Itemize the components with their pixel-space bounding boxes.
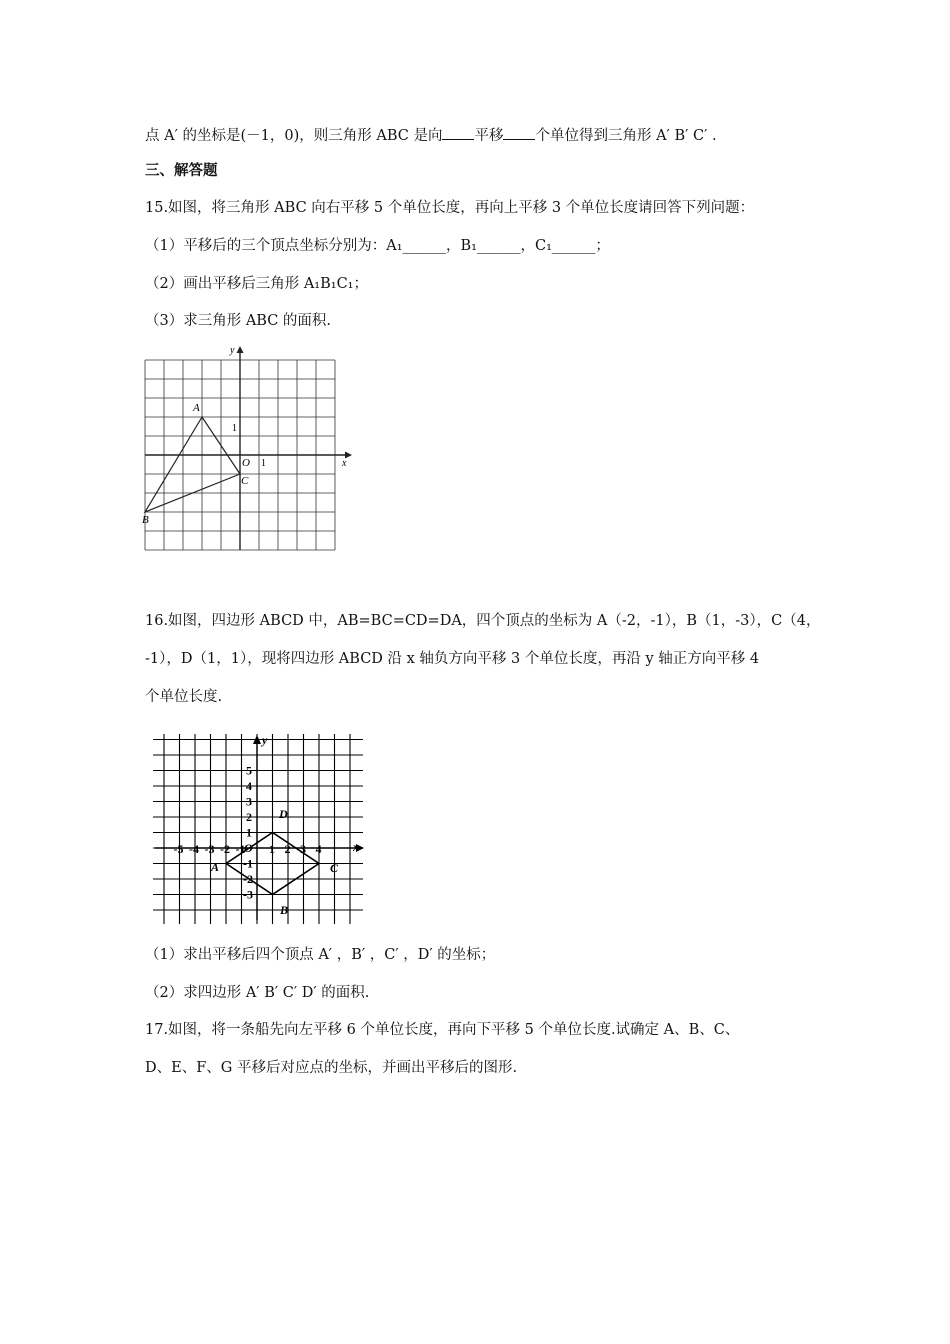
q17-line-2: D、E、F、G 平移后对应点的坐标，并画出平移后的图形. — [145, 1060, 518, 1076]
y-tick-label: 2 — [246, 810, 252, 824]
triangle-abc — [145, 417, 240, 512]
vertex-label-d: D — [279, 807, 288, 821]
q15-part1: （1）平移后的三个顶点坐标分别为：A₁______，B₁______，C₁______； — [145, 238, 610, 254]
q16-part2: （2）求四边形 A′ B′ C′ D′ 的面积. — [145, 985, 370, 1001]
y-tick-label: -3 — [243, 887, 253, 902]
y-unit-label: 1 — [232, 423, 237, 434]
y-tick-label: -2 — [243, 872, 253, 886]
q16-grid-chart — [150, 732, 375, 927]
answer-blank-direction[interactable] — [442, 125, 474, 140]
q16-figure — [150, 732, 375, 931]
q17-line-1: 17.如图，将一条船先向左平移 6 个单位长度，再向下平移 5 个单位长度.试确定 A、B、C、 — [145, 1022, 740, 1038]
answer-blank-units[interactable] — [503, 125, 535, 140]
section-title: 三、解答题 — [145, 163, 218, 179]
y-axis-label: y — [262, 733, 268, 747]
x-unit-label: 1 — [261, 458, 266, 469]
y-tick-label: 4 — [246, 779, 252, 793]
q14-text-3: 个单位得到三角形 A′ B′ C′ . — [535, 128, 717, 144]
q16-part1: （1）求出平移后四个顶点 A′ ，B′ ，C′ ，D′ 的坐标； — [145, 947, 496, 963]
vertex-label-a: A — [211, 860, 220, 874]
y-tick-label: -1 — [243, 856, 253, 871]
grid-lines — [153, 734, 363, 924]
vertex-label-b: B — [142, 514, 149, 526]
x-tick-label: -2 — [220, 842, 230, 856]
x-tick-label: 3 — [300, 842, 306, 856]
y-tick-label: 5 — [246, 763, 252, 778]
q15-grid-chart — [140, 343, 355, 558]
y-tick-label: 3 — [246, 794, 252, 809]
q15-stem: 15.如图，将三角形 ABC 向右平移 5 个单位长度，再向上平移 3 个单位长度请回答下列问题： — [145, 200, 755, 216]
q15-part3: （3）求三角形 ABC 的面积. — [145, 313, 332, 329]
q15-part2: （2）画出平移后三角形 A₁B₁C₁； — [145, 276, 368, 292]
origin-label: O — [244, 841, 253, 855]
q16-line-2: -1），D（1，1），现将四边形 ABCD 沿 x 轴负方向平移 3 个单位长度，再沿 y 轴正方向平移 4 — [145, 651, 760, 667]
x-tick-label: 1 — [269, 842, 275, 856]
x-tick-label: -5 — [173, 842, 184, 856]
q14-text-1: 点 A′ 的坐标是(－1，0)，则三角形 ABC 是向 — [145, 128, 443, 144]
x-axis-label: x — [353, 840, 359, 854]
q15-figure — [140, 343, 355, 562]
vertex-label-c: C — [241, 475, 249, 487]
x-axis-label: x — [342, 458, 347, 469]
vertex-label-a: A — [193, 402, 200, 414]
y-axis-arrow-icon — [237, 346, 244, 353]
x-tick-label: -3 — [204, 842, 215, 856]
vertex-label-b: B — [280, 903, 289, 917]
x-tick-label: -1 — [235, 842, 246, 856]
q16-line-3: 个单位长度. — [145, 689, 223, 705]
q16-line-1: 16.如图，四边形 ABCD 中，AB=BC=CD=DA，四个顶点的坐标为 A（-2，-1），B（1，-3），C（4， — [145, 613, 821, 629]
origin-label: O — [242, 457, 250, 469]
vertex-label-c: C — [330, 861, 339, 875]
y-axis-label: y — [230, 345, 235, 356]
q14-line — [145, 125, 717, 146]
x-tick-label: 2 — [284, 842, 291, 856]
x-tick-label: 4 — [315, 842, 322, 856]
x-tick-label: -4 — [189, 842, 199, 856]
q14-text-2: 平移 — [474, 128, 504, 144]
y-tick-label: 1 — [246, 825, 252, 840]
